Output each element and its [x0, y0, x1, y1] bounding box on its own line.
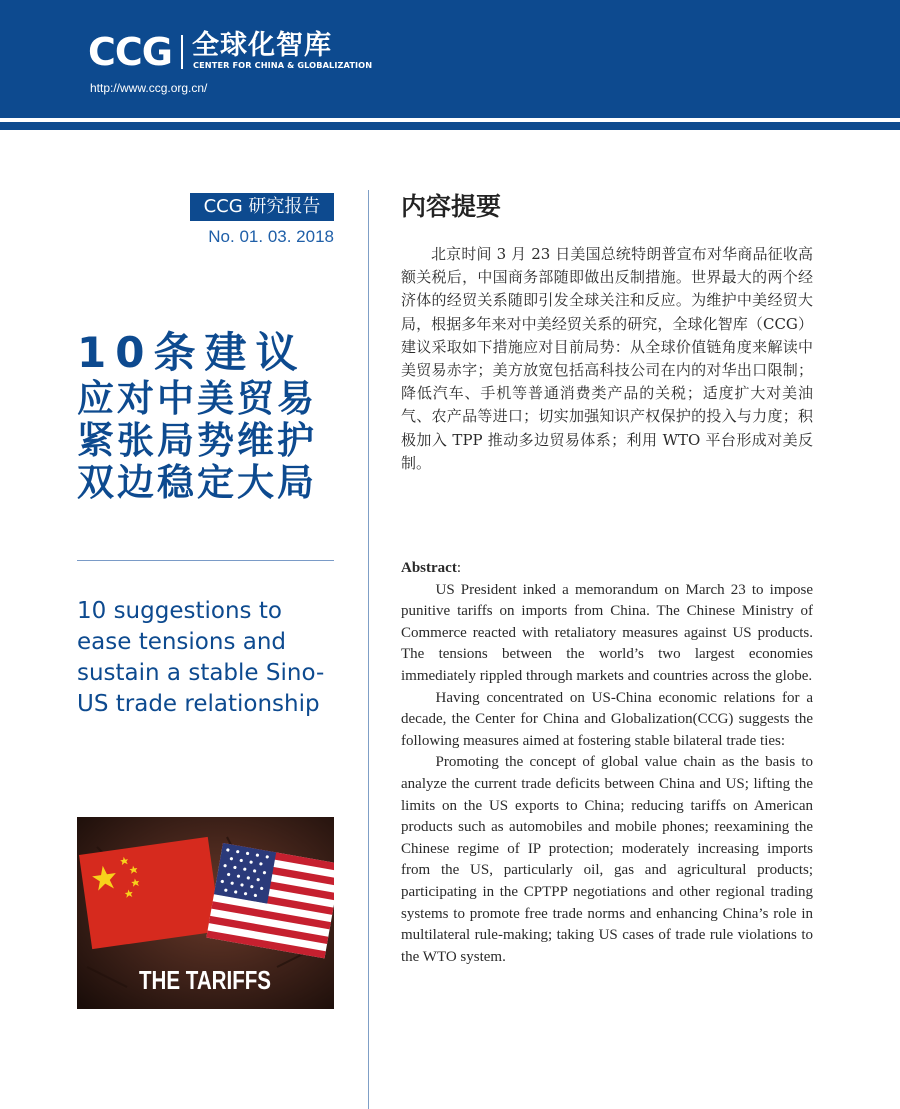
column-divider [368, 190, 369, 1109]
china-flag-graphic [79, 837, 221, 949]
english-title [77, 596, 342, 720]
english-title-line-3: sustain a stable Sino- [77, 660, 325, 686]
title-divider [77, 560, 334, 561]
logo-ccg: CCG [88, 30, 172, 74]
english-title-line-2: ease tensions and [77, 629, 287, 655]
tariffs-illustration [77, 817, 334, 1009]
abstract-paragraph-3: Promoting the concept of global value chain as the basis to analyze the current trade deficits between China and US; lifting the limits on the US exports to China; reducing tariffs on American products such as automobiles and mobile phones; reexamining the Chinese regime of IP protection; moderately increasing imports from the US, particularly oil, gas and agricultural products; participating in the CPTPP negotiations and other regional trading systems to promote free trade norms and enhancing China’s role in multilateral rule-making; taking US cases of trade rule violations to the WTO system. [401, 754, 813, 965]
chinese-title-line-2: 应对中美贸易 [77, 377, 317, 420]
header-rule [0, 122, 900, 130]
summary-heading: 内容提要 [401, 192, 502, 221]
chinese-title-line-3: 紧张局势维护 [77, 419, 317, 462]
report-number: No. 01. 03. 2018 [208, 227, 334, 246]
chinese-title-line-1: 10条建议 [77, 328, 307, 377]
header-banner [0, 0, 900, 118]
logo-divider [181, 35, 183, 69]
abstract-section: Abstract: US President inked a memorandum on March 23 to impose punitive tariffs on imports from China. The Chinese Ministry of Commerce reacted with retaliatory measures against US products. The tensions between the world’s two largest economies immediately rippled through markets and countries across the globe. Having concentrated on US-China economic relations for a decade, the Center for China and Globalization(CCG) suggests the following measures aimed at fostering stable bilateral trade ties: Promoting the concept of global value chain as the basis to analyze the current trade deficits between China and US; lifting the limits on the US exports to China; reducing tariffs on American products such as automobiles and mobile phones; reexamining the Chinese regime of IP protection; moderately increasing imports from the US, particularly oil, gas and agricultural products; participating in the CPTPP negotiations and other regional trading systems to promote free trade norms and enhancing China’s role in multilateral rule-making; taking US cases of trade rule violations to the WTO system. [401, 558, 813, 968]
abstract-paragraph-1: US President inked a memorandum on March 23 to impose punitive tariffs on imports from China. The Chinese Ministry of Commerce reacted with retaliatory measures against US products. The tensions between the world’s two largest economies immediately rippled through markets and countries across the globe. [401, 581, 813, 684]
summary-body [401, 243, 813, 475]
logo-chinese-name: 全球化智库 [192, 30, 332, 61]
english-title-line-4: US trade relationship [77, 691, 320, 717]
chinese-title-line-4: 双边稳定大局 [77, 461, 317, 504]
website-url[interactable]: http://www.ccg.org.cn/ [90, 81, 208, 95]
tariffs-caption: THE TARIFFS [139, 965, 271, 995]
chinese-title [77, 328, 335, 504]
abstract-label: Abstract [401, 560, 457, 576]
english-title-line-1: 10 suggestions to [77, 598, 282, 624]
report-series-badge: CCG 研究报告 [190, 193, 334, 221]
abstract-paragraph-2: Having concentrated on US-China economic relations for a decade, the Center for China and Globalization(CCG) suggests the following measures aimed at fostering stable bilateral trade ties: [401, 689, 813, 749]
logo-english-name: CENTER FOR CHINA & GLOBALIZATION [193, 60, 373, 70]
summary-paragraph: 北京时间 3 月 23 日美国总统特朗普宣布对华商品征收高额关税后，中国商务部随即做出反制措施。世界最大的两个经济体的经贸关系随即引发全球关注和反应。为维护中美经贸大局，根据多年来对中美经贸关系的研究，全球化智库（CCG）建议采取如下措施应对目前局势：从全球价值链角度来解读中美贸易赤字；美方放宽包括高科技公司在内的对华出口限制；降低汽车、手机等普通消费类产品的关税；适度扩大对美油气、农产品等进口；切实加强知识产权保护的投入与力度；积极加入 TPP 推动多边贸易体系；利用 WTO 平台形成对美反制。 [401, 245, 813, 472]
